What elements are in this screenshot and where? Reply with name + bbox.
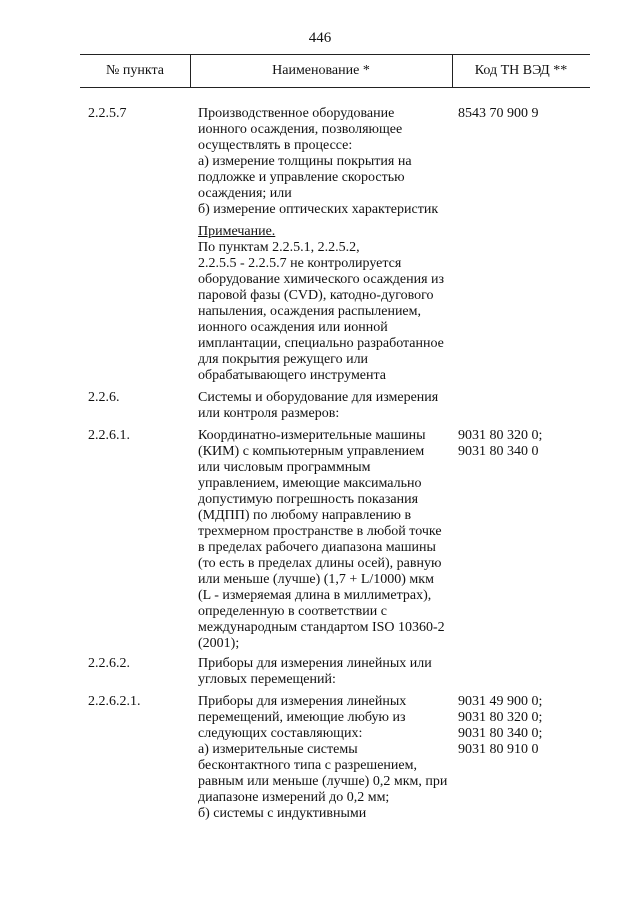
name-line: а) измерительные системы: [198, 742, 358, 757]
item-number: 2.2.6.2.: [88, 656, 130, 671]
name-line: осуществлять в процессе:: [198, 138, 353, 153]
code-line: 8543 70 900 9: [458, 106, 539, 121]
name-line: диапазоне измерений до 0,2 мм;: [198, 790, 390, 805]
name-line: Координатно-измерительные машины: [198, 428, 426, 443]
name-line: ионного осаждения или ионной: [198, 320, 388, 335]
name-line: паровой фазы (CVD), катодно-дугового: [198, 288, 434, 303]
table-header: [80, 54, 590, 88]
item-code: [458, 106, 598, 122]
name-line: управлением, имеющие максимально: [198, 476, 422, 491]
code-line: 9031 80 340 0;: [458, 726, 543, 741]
name-line: обрабатывающего инструмента: [198, 368, 387, 383]
name-line: Системы и оборудование для измерения: [198, 390, 439, 405]
page-number: 446: [308, 30, 332, 46]
item-name: [198, 106, 448, 218]
name-line: (то есть в пределах длины осей), равную: [198, 556, 442, 571]
name-line: или контроля размеров:: [198, 406, 340, 421]
name-line: или меньше (лучше) (1,7 + L/1000) мкм: [198, 572, 434, 587]
name-line: Приборы для измерения линейных или: [198, 656, 432, 671]
code-line: 9031 80 320 0;: [458, 428, 543, 443]
name-line: имплантации, специально разработанное: [198, 336, 444, 351]
name-line: напыления, осаждения распылением,: [198, 304, 422, 319]
name-line: осаждения; или: [198, 186, 292, 201]
name-line: (L - измеряемая длина в миллиметрах),: [198, 588, 432, 603]
name-line: международным стандартом ISO 10360-2: [198, 620, 445, 635]
name-line: По пунктам 2.2.5.1, 2.2.5.2,: [198, 240, 360, 255]
name-line: равным или меньше (лучше) 0,2 мкм, при: [198, 774, 448, 789]
item-code: [458, 694, 598, 758]
name-line: подложке и управление скоростью: [198, 170, 405, 185]
name-line: бесконтактного типа с разрешением,: [198, 758, 417, 773]
name-line: (КИМ) с компьютерным управлением: [198, 444, 425, 459]
name-line: (2001);: [198, 636, 240, 651]
code-line: 9031 80 320 0;: [458, 710, 543, 725]
name-line: (МДПП) по любому направлению в: [198, 508, 412, 523]
note-text: [198, 224, 448, 384]
item-name: [198, 656, 448, 688]
name-line: в пределах рабочего диапазона машины: [198, 540, 436, 555]
name-line: Производственное оборудование: [198, 106, 395, 121]
name-line: следующих составляющих:: [198, 726, 363, 741]
name-line: допустимую погрешность показания: [198, 492, 419, 507]
name-line: ионного осаждения, позволяющее: [198, 122, 403, 137]
item-code: [458, 428, 598, 460]
header-name: Наименование *: [272, 63, 370, 78]
header-number: № пункта: [106, 63, 164, 78]
code-line: 9031 49 900 0;: [458, 694, 543, 709]
item-name: [198, 694, 448, 822]
name-line: определенную в соответствии с: [198, 604, 387, 619]
name-line: оборудование химического осаждения из: [198, 272, 445, 287]
item-name: [198, 390, 448, 422]
header-code: Код ТН ВЭД **: [474, 63, 568, 78]
code-line: 9031 80 910 0: [458, 742, 539, 757]
item-number: 2.2.6.1.: [88, 428, 130, 443]
name-line: 2.2.5.5 - 2.2.5.7 не контролируется: [198, 256, 402, 271]
name-line: или числовым программным: [198, 460, 371, 475]
name-line: для покрытия режущего или: [198, 352, 369, 367]
name-line: б) системы с индуктивными: [198, 806, 367, 821]
name-line: угловых перемещений:: [198, 672, 336, 687]
item-name: [198, 428, 448, 652]
item-number: 2.2.5.7: [88, 106, 127, 121]
name-line: перемещений, имеющие любую из: [198, 710, 406, 725]
code-line: 9031 80 340 0: [458, 444, 539, 459]
name-line: Приборы для измерения линейных: [198, 694, 407, 709]
item-number: 2.2.6.: [88, 390, 120, 405]
item-number: 2.2.6.2.1.: [88, 694, 141, 709]
name-line: а) измерение толщины покрытия на: [198, 154, 412, 169]
name-line: трехмерном пространстве в любой точке: [198, 524, 442, 539]
name-line: б) измерение оптических характеристик: [198, 202, 439, 217]
note-title: Примечание.: [198, 224, 276, 239]
